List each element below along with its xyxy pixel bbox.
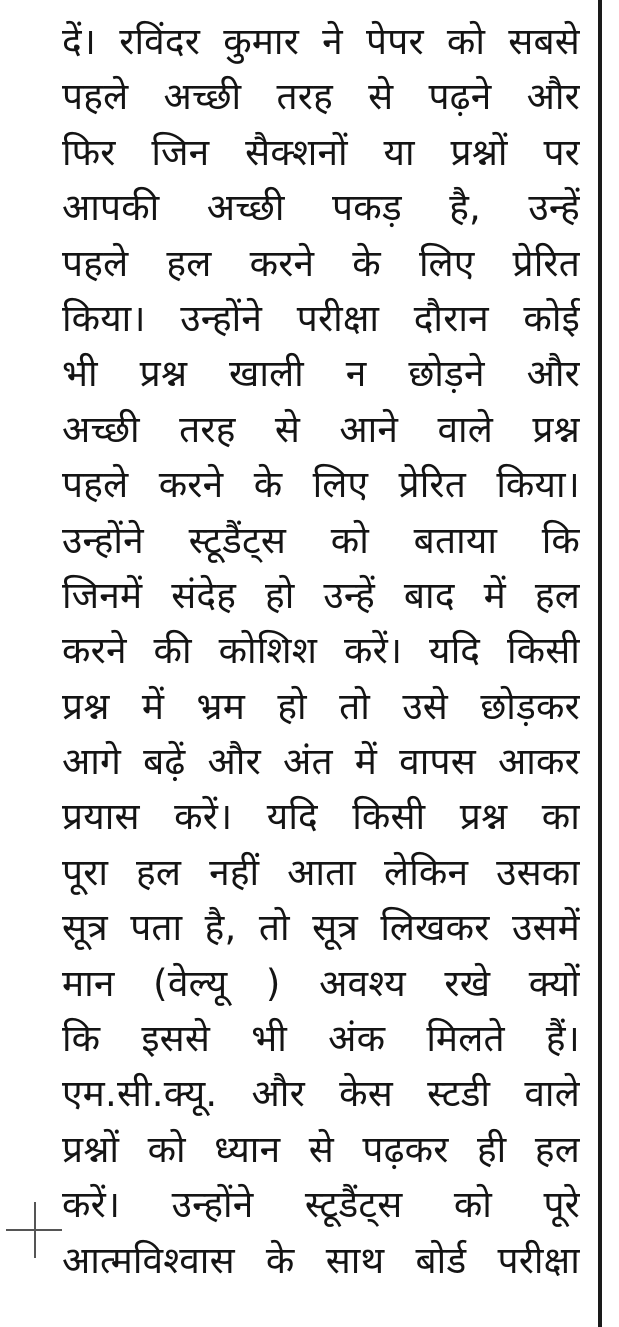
text-line: आपकी अच्छी पकड़ है, उन्हें [62,186,580,230]
text-line: पूरा हल नहीं आता लेकिन उसका [62,850,580,894]
text-line: मान (वेल्यू ) अवश्य रखे क्यों [62,961,580,1005]
text-line: प्रयास करें। यदि किसी प्रश्न का [62,795,580,839]
text-line: पहले हल करने के लिए प्रेरित [62,241,580,285]
text-line: आत्मविश्वास के साथ बोर्ड परीक्षा [62,1238,580,1282]
text-line: एम.सी.क्यू. और केस स्टडी वाले [62,1072,580,1116]
text-line: फिर जिन सैक्शनों या प्रश्नों पर [62,130,580,174]
text-line: सूत्र पता है, तो सूत्र लिखकर उसमें [62,906,580,950]
text-line: जिनमें संदेह हो उन्हें बाद में हल [62,573,580,617]
registration-mark-vertical [34,1202,36,1258]
text-line: प्रश्नों को ध्यान से पढ़कर ही हल [62,1127,580,1171]
text-line: दें। रविंदर कुमार ने पेपर को सबसे [62,20,580,63]
text-line: भी प्रश्न खाली न छोड़ने और [62,352,580,396]
text-line: उन्होंने स्टूडैंट्स को बताया कि [62,518,580,562]
text-line: अच्छी तरह से आने वाले प्रश्न [62,407,580,451]
text-line: प्रश्न में भ्रम हो तो उसे छोड़कर [62,684,580,728]
text-line: किया। उन्होंने परीक्षा दौरान कोई [62,296,580,340]
text-line: पहले अच्छी तरह से पढ़ने और [62,75,580,119]
column-rule [598,0,602,1327]
text-line: कि इससे भी अंक मिलते हैं। [62,1017,580,1061]
cut-off-top-line [62,0,582,8]
text-line: पहले करने के लिए प्रेरित किया। [62,463,580,507]
article-body [62,14,580,1288]
text-line: करें। उन्होंने स्टूडैंट्स को पूरे [62,1183,580,1227]
text-line: आगे बढ़ें और अंत में वापस आकर [62,740,580,784]
text-line: करने की कोशिश करें। यदि किसी [62,629,580,673]
registration-mark-icon [6,1200,66,1260]
